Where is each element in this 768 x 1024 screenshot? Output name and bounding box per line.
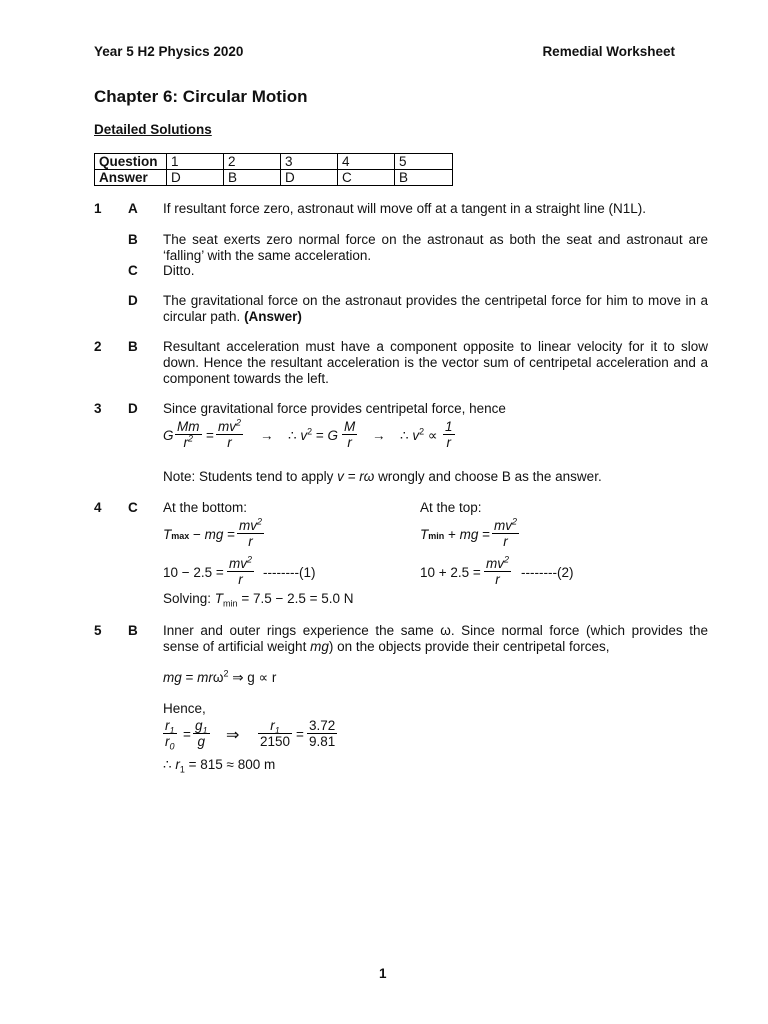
result-line: ∴ $r_1 = 815 \approx 800$ m [163, 757, 276, 775]
table-cell: D [281, 170, 338, 186]
section-subtitle: Detailed Solutions [94, 122, 212, 137]
table-cell: D [167, 170, 224, 186]
table-header-answer: Answer [95, 170, 167, 186]
answer-tag: (Answer) [244, 309, 302, 324]
equation-g-proportional: mg = mrω$^2$ ⇒ g ∝ r [163, 668, 277, 685]
table-cell: C [338, 170, 395, 186]
option-letter: C [128, 263, 138, 278]
table-row [95, 154, 453, 170]
option-letter: A [128, 201, 138, 216]
option-letter: B [128, 339, 138, 354]
solution-text: The seat exerts zero normal force on the astronaut as both the seat and astronaut are ‘falling’ with the same acceleration. [163, 232, 708, 263]
solution-text: If resultant force zero, astronaut will move off at a tangent in a straight line (N1L). [163, 201, 646, 216]
header-right: Remedial Worksheet [542, 44, 675, 59]
top-label: At the top: [420, 500, 482, 515]
question-number: 4 [94, 500, 102, 515]
table-cell: 5 [395, 154, 453, 170]
table-row [95, 170, 453, 186]
table-cell: B [224, 170, 281, 186]
solution-text: Ditto. [163, 263, 195, 278]
option-letter: C [128, 500, 138, 515]
solving-line: Solving: $T_{min} = 7.5 - 2.5 = 5.0$ N [163, 591, 354, 609]
student-note: Note: Students tend to apply v = rω wrongly and choose B as the answer. [163, 469, 602, 484]
page-title: Chapter 6: Circular Motion [94, 87, 308, 106]
page-number: 1 [379, 966, 387, 981]
table-cell: 2 [224, 154, 281, 170]
bottom-label: At the bottom: [163, 500, 248, 515]
question-number: 1 [94, 201, 102, 216]
table-header-question: Question [95, 154, 167, 170]
solution-text: Since gravitational force provides centripetal force, hence [163, 401, 506, 416]
solution-text: Inner and outer rings experience the same ω. Since normal force (which provides the sense of artificial weight mg) on the objects provide their centripetal forces, [163, 623, 708, 654]
question-number: 2 [94, 339, 102, 354]
question-number: 5 [94, 623, 102, 638]
option-letter: D [128, 293, 138, 308]
question-number: 3 [94, 401, 102, 416]
option-letter: B [128, 232, 138, 247]
option-letter: D [128, 401, 138, 416]
answer-table [94, 153, 453, 186]
table-cell: B [395, 170, 453, 186]
header-left: Year 5 H2 Physics 2020 [94, 44, 244, 59]
hence-label: Hence, [163, 701, 206, 716]
solution-text: Resultant acceleration must have a component opposite to linear velocity for it to slow down. Hence the resultant acceleration is the vector sum of centripetal acceleration and a component towards the left. [163, 339, 708, 386]
option-letter: B [128, 623, 138, 638]
table-cell: 1 [167, 154, 224, 170]
table-cell: 3 [281, 154, 338, 170]
table-cell: 4 [338, 154, 395, 170]
solution-text: The gravitational force on the astronaut provides the centripetal force for him to move in a circular path. (Answer) [163, 293, 708, 324]
